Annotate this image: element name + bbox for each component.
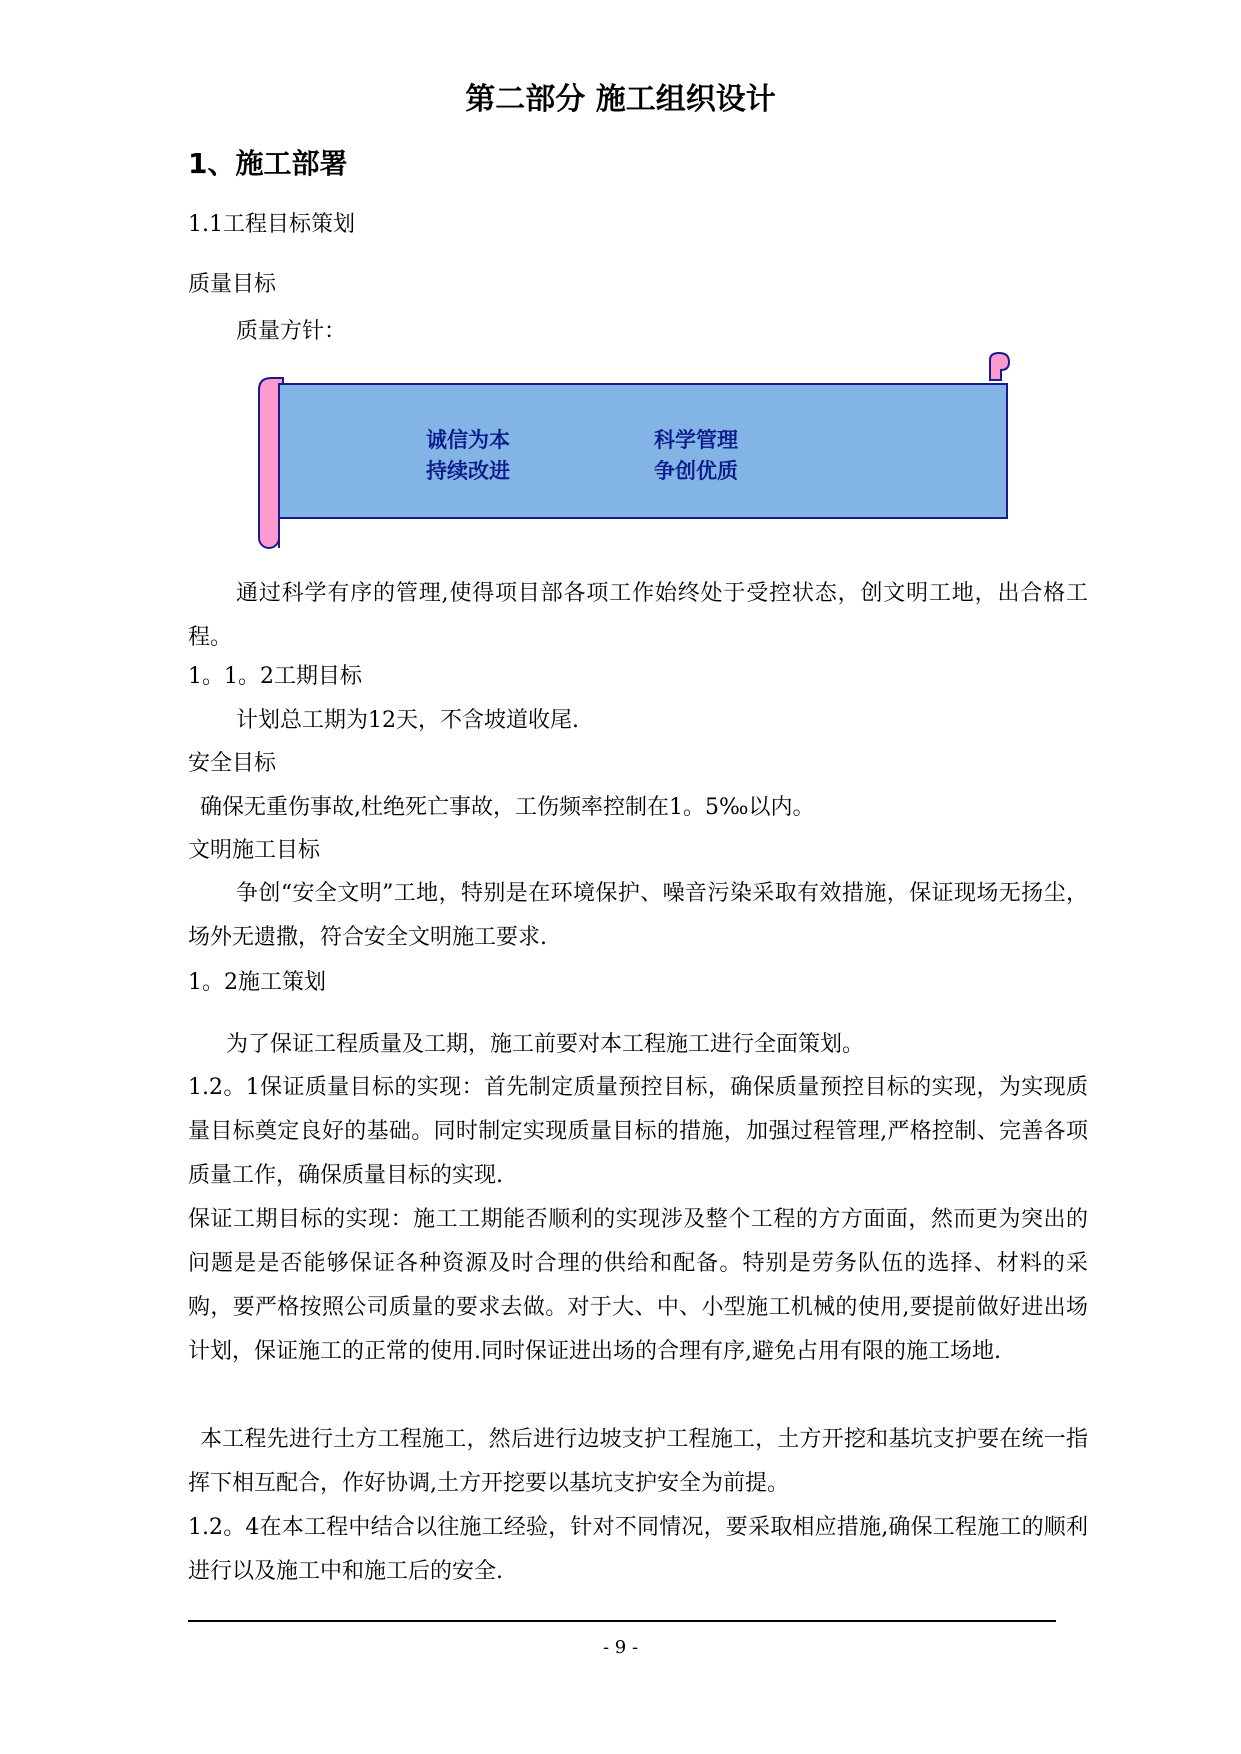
quality-paragraph: 通过科学有序的管理,使得项目部各项工作始终处于受控状态，创文明工地，出合格工程。 (188, 581, 1088, 650)
plan-paragraph: 为了保证工程质量及工期，施工前要对本工程施工进行全面策划。 (226, 1032, 865, 1057)
safety-paragraph: 确保无重伤事故,杜绝死亡事故，工伤频率控制在1。5‰以内。 (200, 795, 815, 820)
safety-measures-paragraph: 1.2。4在本工程中结合以往施工经验，针对不同情况，要采取相应措施,确保工程施工的顺利进行以及施工中和施工后的安全. (188, 1515, 1088, 1584)
civil-goal-heading: 文明施工目标 (188, 838, 321, 863)
motto-line-2-right: 争创优质 (654, 459, 738, 483)
motto-line-1-right: 科学管理 (654, 428, 738, 452)
page-number: - 9 - (602, 1637, 639, 1658)
schedule-paragraph: 计划总工期为12天，不含坡道收尾. (236, 708, 579, 733)
scroll-banner (255, 350, 1015, 556)
section-heading: 1、施工部署 (188, 147, 348, 180)
page-title: 第二部分 施工组织设计 (465, 82, 776, 117)
quality-policy-label: 质量方针： (236, 319, 347, 344)
earthwork-paragraph: 本工程先进行土方工程施工，然后进行边坡支护工程施工，土方开挖和基坑支护要在统一指挥下相互配合，作好协调,土方开挖要以基坑支护安全为前提。 (188, 1427, 1088, 1496)
motto-line-1-left: 诚信为本 (426, 428, 510, 452)
quality-goal-heading: 质量目标 (188, 272, 277, 297)
schedule-goal-heading: 1。1。2工期目标 (188, 664, 362, 689)
quality-measures-paragraph: 1.2。1保证质量目标的实现：首先制定质量预控目标，确保质量预控目标的实现，为实现质量目标奠定良好的基础。同时制定实现质量目标的措施，加强过程管理,严格控制、完善各项质量工作，确保质量目标的实现. (188, 1075, 1088, 1188)
footer-rule (188, 1620, 1056, 1622)
civil-paragraph: 争创“安全文明”工地，特别是在环境保护、噪音污染采取有效措施，保证现场无扬尘，场外无遗撒，符合安全文明施工要求. (188, 881, 1088, 950)
motto-line-2-left: 持续改进 (426, 459, 510, 483)
construction-plan-heading: 1。2施工策划 (188, 970, 326, 995)
schedule-measures-paragraph: 保证工期目标的实现：施工工期能否顺利的实现涉及整个工程的方方面面，然而更为突出的问题是是否能够保证各种资源及时合理的供给和配备。特别是劳务队伍的选择、材料的采购，要严格按照公司质量的要求去做。对于大、中、小型施工机械的使用,要提前做好进出场计划，保证施工的正常的使用.同时保证进出场的合理有序,避免占用有限的施工场地. (188, 1207, 1088, 1364)
safety-goal-heading: 安全目标 (188, 751, 277, 776)
subsection-heading: 1.1工程目标策划 (188, 212, 355, 237)
